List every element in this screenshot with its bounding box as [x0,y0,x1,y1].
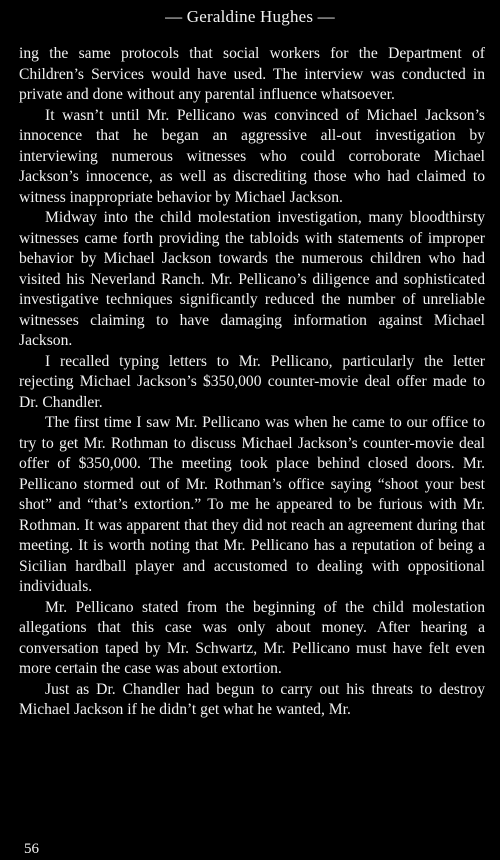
paragraph: The first time I saw Mr. Pellicano was when he came to our office to try to get Mr. Rothman to discuss Michael Jackson’s counter-movie deal offer of $350,000. The meeting took place behind closed doors. Mr. Pellicano stormed out of Mr. Rothman’s office saying “shoot your best shot” and “that’s extortion.” To me he appeared to be furious with Mr. Rothman. It was apparent that they did not reach an agreement during that meeting. It is worth noting that Mr. Pellicano has a reputation of being a Sicilian hardball player and accustomed to dealing with oppositional individuals. [19,414,485,595]
paragraph: ing the same protocols that social workers for the Department of Children’s Services would have used. The interview was conducted in private and done without any parental influence whatsoever. [19,45,485,103]
paragraph: It wasn’t until Mr. Pellicano was convinced of Michael Jackson’s innocence that he began an aggressive all-out investigation by interviewing numerous witnesses who could corroborate Michael Jackson’s innocence, as well as discrediting those who had claimed to witness inappropriate behavior by Michael Jackson. [19,106,485,206]
paragraph: Mr. Pellicano stated from the beginning of the child molestation allegations that this case was only about money. After hearing a conversation taped by Mr. Schwartz, Mr. Pellicano must have felt even more certain the case was about extortion. [19,598,485,677]
running-head: — Geraldine Hughes — [165,7,335,26]
body-text [19,44,485,721]
paragraph: Just as Dr. Chandler had begun to carry out his threats to destroy Michael Jackson if he didn’t get what he wanted, Mr. [19,680,485,718]
paragraph: I recalled typing letters to Mr. Pellicano, particularly the letter rejecting Michael Jackson’s $350,000 counter-movie deal offer made to Dr. Chandler. [19,352,485,411]
paragraph: Midway into the child molestation investigation, many bloodthirsty witnesses came forth providing the tabloids with statements of improper behavior by Michael Jackson towards the numerous children who had visited his Neverland Ranch. Mr. Pellicano’s diligence and sophisticated investigative techniques significantly reduced the number of unreliable witnesses claiming to have damaging information against Michael Jackson. [19,209,485,349]
page-number: 56 [24,841,39,857]
